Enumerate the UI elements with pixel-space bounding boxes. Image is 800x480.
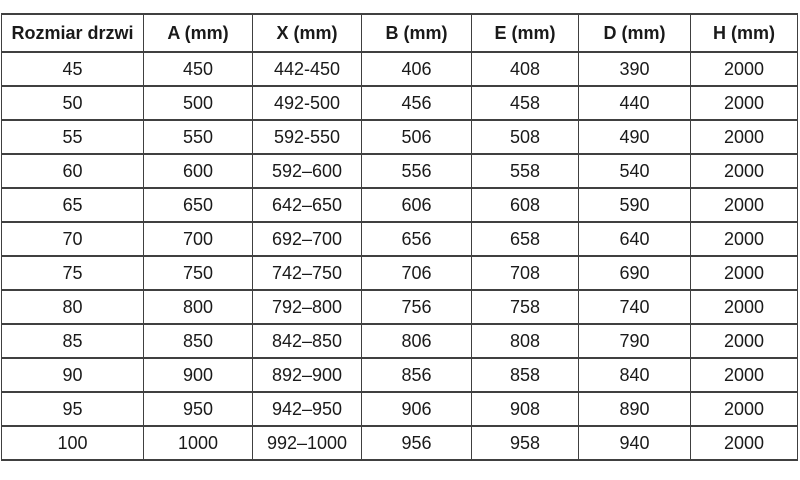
column-header-4: E (mm) xyxy=(472,14,579,52)
table-cell: 642–650 xyxy=(253,188,362,222)
table-row xyxy=(2,120,798,154)
table-row xyxy=(2,392,798,426)
table-cell: 692–700 xyxy=(253,222,362,256)
table-cell: 70 xyxy=(2,222,144,256)
table-cell: 2000 xyxy=(691,256,798,290)
table-cell: 2000 xyxy=(691,120,798,154)
table-cell: 958 xyxy=(472,426,579,460)
table-cell: 390 xyxy=(579,52,691,86)
table-cell: 808 xyxy=(472,324,579,358)
table-cell: 95 xyxy=(2,392,144,426)
table-cell: 750 xyxy=(144,256,253,290)
table-cell: 600 xyxy=(144,154,253,188)
table-cell: 592–600 xyxy=(253,154,362,188)
table-cell: 608 xyxy=(472,188,579,222)
table-cell: 85 xyxy=(2,324,144,358)
table-cell: 700 xyxy=(144,222,253,256)
table-body xyxy=(2,52,798,460)
table-row xyxy=(2,324,798,358)
door-size-table xyxy=(1,13,798,461)
table-cell: 75 xyxy=(2,256,144,290)
table-cell: 756 xyxy=(362,290,472,324)
table-cell: 956 xyxy=(362,426,472,460)
table-cell: 656 xyxy=(362,222,472,256)
table-cell: 556 xyxy=(362,154,472,188)
table-row xyxy=(2,188,798,222)
table-cell: 800 xyxy=(144,290,253,324)
table-row xyxy=(2,290,798,324)
table-cell: 758 xyxy=(472,290,579,324)
table-cell: 440 xyxy=(579,86,691,120)
table-cell: 650 xyxy=(144,188,253,222)
table-cell: 60 xyxy=(2,154,144,188)
table-cell: 708 xyxy=(472,256,579,290)
table-cell: 2000 xyxy=(691,392,798,426)
table-cell: 458 xyxy=(472,86,579,120)
table-cell: 450 xyxy=(144,52,253,86)
table-cell: 2000 xyxy=(691,154,798,188)
table-cell: 500 xyxy=(144,86,253,120)
table-cell: 840 xyxy=(579,358,691,392)
table-cell: 540 xyxy=(579,154,691,188)
table-cell: 992–1000 xyxy=(253,426,362,460)
table-cell: 1000 xyxy=(144,426,253,460)
table-cell: 100 xyxy=(2,426,144,460)
table-cell: 590 xyxy=(579,188,691,222)
table-row xyxy=(2,86,798,120)
table-cell: 550 xyxy=(144,120,253,154)
table-cell: 790 xyxy=(579,324,691,358)
table-row xyxy=(2,222,798,256)
table-cell: 2000 xyxy=(691,188,798,222)
table-cell: 2000 xyxy=(691,324,798,358)
table-cell: 490 xyxy=(579,120,691,154)
table-cell: 908 xyxy=(472,392,579,426)
table-cell: 806 xyxy=(362,324,472,358)
column-header-3: B (mm) xyxy=(362,14,472,52)
table-cell: 740 xyxy=(579,290,691,324)
table-cell: 856 xyxy=(362,358,472,392)
table-cell: 890 xyxy=(579,392,691,426)
table-cell: 942–950 xyxy=(253,392,362,426)
table-row xyxy=(2,52,798,86)
column-header-0: Rozmiar drzwi xyxy=(2,14,144,52)
table-cell: 406 xyxy=(362,52,472,86)
table-cell: 506 xyxy=(362,120,472,154)
table-cell: 858 xyxy=(472,358,579,392)
column-header-5: D (mm) xyxy=(579,14,691,52)
column-header-1: A (mm) xyxy=(144,14,253,52)
table-cell: 50 xyxy=(2,86,144,120)
table-cell: 558 xyxy=(472,154,579,188)
table-cell: 658 xyxy=(472,222,579,256)
table-cell: 850 xyxy=(144,324,253,358)
table-cell: 706 xyxy=(362,256,472,290)
table-cell: 950 xyxy=(144,392,253,426)
table-cell: 442-450 xyxy=(253,52,362,86)
table-cell: 2000 xyxy=(691,86,798,120)
table-cell: 842–850 xyxy=(253,324,362,358)
table-row xyxy=(2,358,798,392)
table-cell: 45 xyxy=(2,52,144,86)
table-row xyxy=(2,426,798,460)
table-cell: 640 xyxy=(579,222,691,256)
table-cell: 906 xyxy=(362,392,472,426)
table-cell: 2000 xyxy=(691,52,798,86)
table-cell: 508 xyxy=(472,120,579,154)
table-cell: 690 xyxy=(579,256,691,290)
table-row xyxy=(2,256,798,290)
table-cell: 456 xyxy=(362,86,472,120)
table-cell: 2000 xyxy=(691,222,798,256)
table-cell: 80 xyxy=(2,290,144,324)
table-row xyxy=(2,154,798,188)
table-cell: 492-500 xyxy=(253,86,362,120)
table-cell: 2000 xyxy=(691,358,798,392)
table-cell: 892–900 xyxy=(253,358,362,392)
table-cell: 408 xyxy=(472,52,579,86)
table-cell: 592-550 xyxy=(253,120,362,154)
header-row xyxy=(2,14,798,52)
table-cell: 940 xyxy=(579,426,691,460)
table-cell: 900 xyxy=(144,358,253,392)
column-header-6: H (mm) xyxy=(691,14,798,52)
table-cell: 2000 xyxy=(691,290,798,324)
table-cell: 65 xyxy=(2,188,144,222)
table-cell: 606 xyxy=(362,188,472,222)
table-cell: 742–750 xyxy=(253,256,362,290)
table-cell: 2000 xyxy=(691,426,798,460)
column-header-2: X (mm) xyxy=(253,14,362,52)
table-cell: 90 xyxy=(2,358,144,392)
table-cell: 55 xyxy=(2,120,144,154)
table-cell: 792–800 xyxy=(253,290,362,324)
